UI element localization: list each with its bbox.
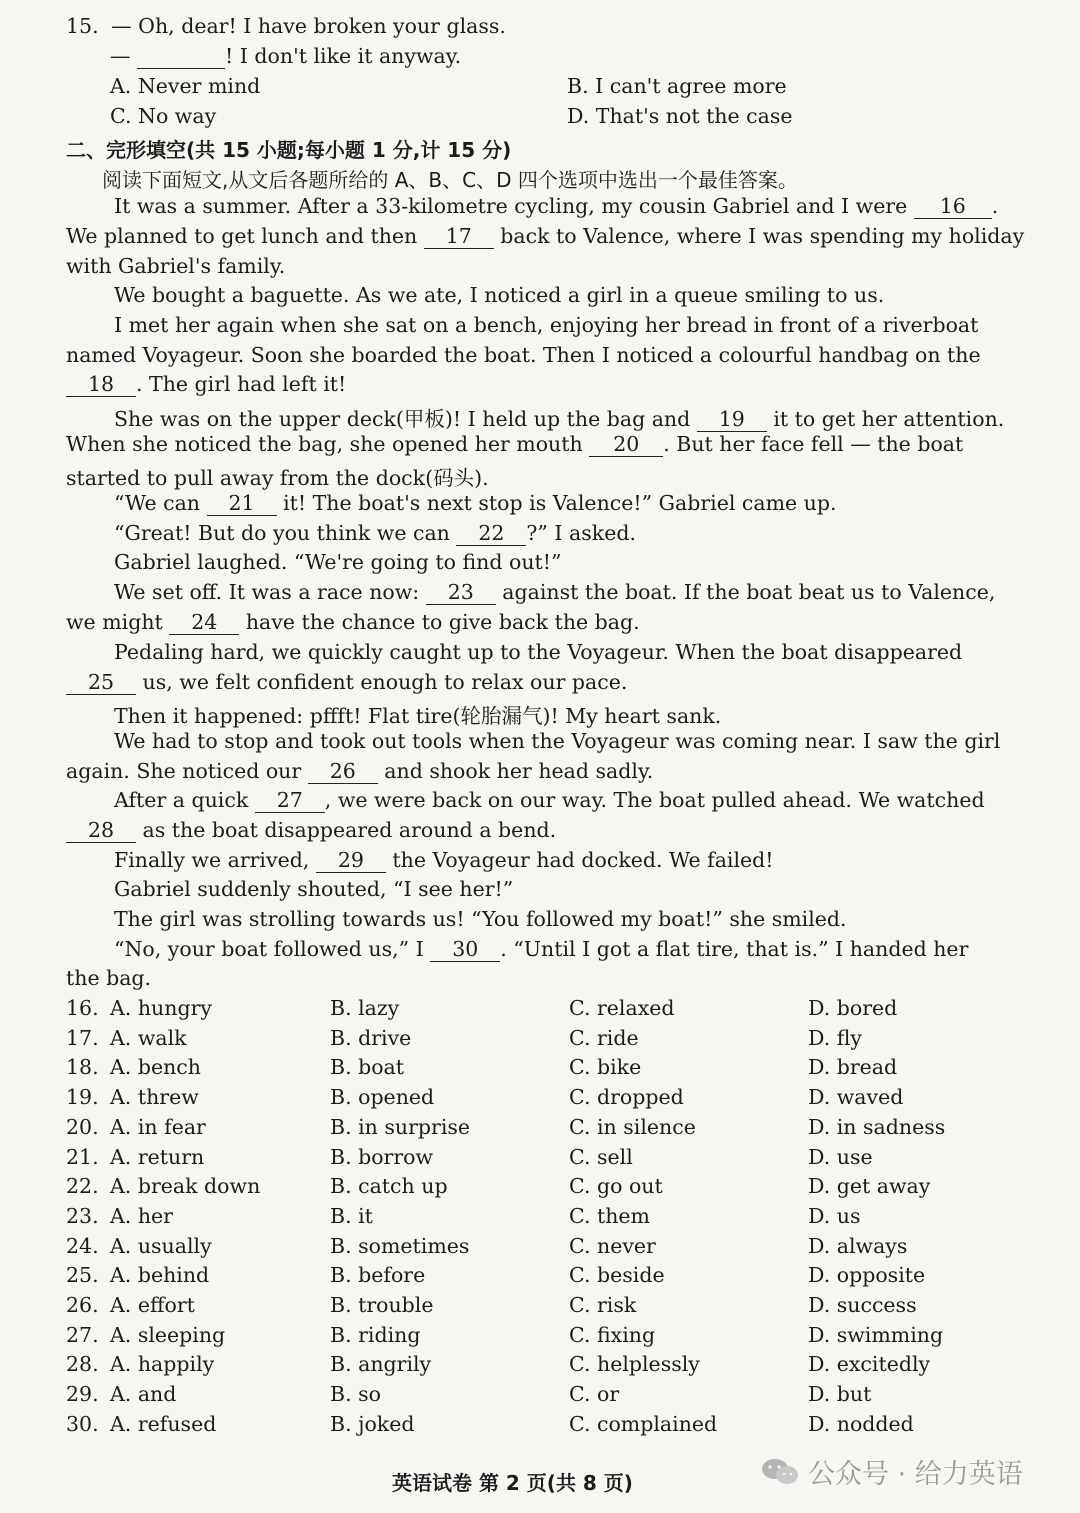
passage-text: We set off. It was a race now: (114, 580, 420, 604)
passage-text: and shook her head sadly. (384, 759, 654, 783)
q15-line1 (66, 14, 506, 38)
answer-row-number: 29. (66, 1382, 99, 1407)
passage-line: We bought a baguette. As we ate, I noticed a girl in a queue smiling to us. (114, 283, 885, 307)
answer-row-number: 26. (66, 1293, 99, 1317)
blank-22: 22 (456, 523, 526, 546)
answer-option-a: A. refused (110, 1411, 217, 1436)
q15-dash: — (110, 44, 131, 68)
answer-option-b: B. it (330, 1203, 373, 1228)
passage-text: She was on the upper deck(甲板)! I held up the bag and (114, 407, 691, 431)
page-footer: 英语试卷 第 2 页(共 8 页) (392, 1471, 633, 1495)
blank-19: 19 (697, 409, 767, 432)
passage-line: the bag. (66, 966, 152, 990)
passage-line: It was a summer. After a 33-kilometre cycling, my cousin Gabriel and I were 16 . (114, 194, 999, 218)
answer-option-d: D. bread (808, 1055, 898, 1080)
passage-text: Finally we arrived, (114, 848, 310, 872)
answer-option-d: D. bored (808, 996, 898, 1020)
answer-option-a: A. walk (110, 1025, 187, 1050)
wechat-icon (760, 1457, 800, 1487)
passage-line (114, 491, 837, 516)
answer-option-b: B. before (330, 1263, 426, 1288)
answer-option-a: A. her (110, 1203, 173, 1228)
blank-16: 16 (914, 196, 992, 219)
answer-option-c: C. sell (569, 1144, 633, 1169)
answer-row-number: 16. (66, 996, 99, 1020)
passage-text: it to get her attention. (773, 407, 1005, 431)
passage-text: We planned to get lunch and then (66, 224, 418, 248)
blank-28: 28 (66, 820, 136, 843)
option-letter: A. (110, 74, 132, 98)
answer-option-d: D. success (808, 1293, 917, 1317)
answer-option-b: B. so (330, 1382, 381, 1407)
answer-row-number: 28. (66, 1352, 99, 1377)
blank-26: 26 (308, 761, 378, 784)
passage-text: it! The boat's next stop is Valence!” Gabriel came up. (283, 491, 837, 515)
answer-option-b: B. sometimes (330, 1233, 470, 1258)
answer-option-a: A. in fear (110, 1114, 206, 1139)
answer-option-d: D. use (808, 1144, 873, 1169)
answer-option-c: C. ride (569, 1025, 639, 1050)
q15-prompt: — Oh, dear! I have broken your glass. (111, 14, 506, 38)
passage-text: us, we felt confident enough to relax our pace. (142, 670, 628, 694)
answer-option-d: D. in sadness (808, 1114, 946, 1139)
answer-row-number: 21. (66, 1144, 99, 1169)
passage-text: against the boat. If the boat beat us to Valence, (502, 580, 996, 604)
answer-option-c: C. helplessly (569, 1352, 700, 1377)
answer-option-a: A. happily (110, 1352, 215, 1377)
answer-row-number: 25. (66, 1263, 99, 1288)
answer-row-number: 19. (66, 1085, 99, 1110)
answer-option-b: B. borrow (330, 1144, 434, 1169)
passage-text: have the chance to give back the bag. (245, 610, 640, 634)
answer-option-d: D. nodded (808, 1411, 914, 1436)
passage-text: the Voyageur had docked. We failed! (392, 848, 774, 872)
option-text: That's not the case (595, 104, 793, 128)
passage-text: as the boat disappeared around a bend. (142, 818, 557, 842)
answer-row-number: 17. (66, 1025, 99, 1050)
answer-option-d: D. us (808, 1203, 861, 1228)
passage-text: again. She noticed our (66, 759, 302, 783)
answer-option-c: C. bike (569, 1055, 642, 1080)
passage-text: It was a summer. After a 33-kilometre cycling, my cousin Gabriel and I were (114, 194, 908, 218)
option-letter: D. (567, 104, 590, 128)
passage-line (114, 937, 968, 962)
answer-option-d: D. fly (808, 1025, 862, 1050)
passage-line: The girl was strolling towards us! “You followed my boat!” she smiled. (114, 907, 847, 931)
passage-line (114, 848, 774, 873)
q15-reply: ! I don't like it anyway. (225, 44, 462, 68)
passage-text: . But her face fell — the boat (663, 432, 964, 456)
passage-line (114, 521, 636, 546)
answer-option-c: C. never (569, 1233, 656, 1258)
passage-line: Pedaling hard, we quickly caught up to the Voyageur. When the boat disappeared (114, 640, 963, 664)
answer-row-number: 23. (66, 1203, 99, 1228)
passage-text: After a quick (114, 788, 249, 812)
option-text: I can't agree more (595, 74, 787, 98)
passage-text: . The girl had left it! (136, 372, 347, 396)
answer-option-d: D. waved (808, 1085, 904, 1110)
blank-23: 23 (426, 582, 496, 605)
passage-line: Gabriel laughed. “We're going to find out!” (114, 550, 562, 574)
passage-line (66, 759, 653, 784)
passage-line: I met her again when she sat on a bench, enjoying her bread in front of a riverboat (114, 313, 979, 337)
answer-row-number: 20. (66, 1114, 99, 1139)
passage-line (66, 432, 963, 457)
answer-option-c: C. them (569, 1203, 650, 1228)
answer-row-number: 22. (66, 1174, 99, 1199)
passage-text: back to Valence, where I was spending my holiday (500, 224, 1025, 248)
answer-option-c: C. go out (569, 1174, 663, 1199)
watermark-text: 公众号 · 给力英语 (808, 1459, 1023, 1490)
passage-line (114, 788, 985, 813)
passage-line: named Voyageur. Soon she boarded the boat. Then I noticed a colourful handbag on the (66, 343, 981, 367)
q15-option-a (110, 74, 260, 98)
answer-option-c: C. risk (569, 1293, 637, 1317)
passage-line (66, 372, 346, 397)
passage-text: . “Until I got a flat tire, that is.” I handed her (500, 937, 969, 961)
passage-text: “No, your boat followed us,” I (114, 937, 424, 961)
q15-line2 (110, 44, 461, 69)
answer-option-c: C. relaxed (569, 996, 675, 1020)
answer-option-a: A. and (110, 1382, 177, 1407)
answer-option-b: B. catch up (330, 1174, 448, 1199)
answer-option-b: B. trouble (330, 1293, 434, 1317)
section-heading: 二、完形填空(共 15 小题;每小题 1 分,计 15 分) (66, 138, 512, 162)
q15-option-c (110, 104, 216, 128)
option-text: No way (138, 104, 217, 128)
answer-option-b: B. lazy (330, 996, 400, 1020)
q15-option-b (567, 74, 787, 98)
answer-option-a: A. return (110, 1144, 205, 1169)
passage-line: with Gabriel's family. (66, 254, 286, 278)
section-instruction: 阅读下面短文,从文后各题所给的 A、B、C、D 四个选项中选出一个最佳答案。 (102, 168, 798, 192)
answer-option-d: D. get away (808, 1174, 931, 1199)
passage-line (66, 818, 556, 843)
answer-option-b: B. joked (330, 1411, 415, 1436)
passage-line: Gabriel suddenly shouted, “I see her!” (114, 877, 514, 901)
answer-option-b: B. angrily (330, 1352, 432, 1377)
answer-option-c: C. beside (569, 1263, 665, 1288)
blank-25: 25 (66, 672, 136, 695)
answer-option-a: A. sleeping (110, 1322, 226, 1347)
answer-row-number: 18. (66, 1055, 99, 1080)
passage-line (114, 580, 995, 605)
answer-option-a: A. behind (110, 1263, 210, 1288)
passage-text: ?” I asked. (526, 521, 636, 545)
watermark (760, 1452, 1023, 1491)
blank-29: 29 (316, 850, 386, 873)
q15-blank (137, 46, 225, 69)
passage-text: “Great! But do you think we can (114, 521, 450, 545)
answer-row-number: 27. (66, 1322, 99, 1347)
answer-option-b: B. boat (330, 1055, 405, 1080)
option-letter: C. (110, 104, 132, 128)
blank-20: 20 (589, 434, 663, 457)
answer-option-d: D. always (808, 1233, 908, 1258)
answer-row-number: 30. (66, 1411, 99, 1436)
option-text: Never mind (137, 74, 261, 98)
answer-option-a: A. effort (110, 1293, 195, 1317)
answer-option-c: C. in silence (569, 1114, 696, 1139)
answer-option-c: C. complained (569, 1411, 718, 1436)
blank-24: 24 (169, 612, 239, 635)
answer-option-a: A. usually (110, 1233, 212, 1258)
passage-text: we might (66, 610, 163, 634)
answer-option-c: C. fixing (569, 1322, 656, 1347)
answer-option-a: A. bench (110, 1055, 201, 1080)
blank-30: 30 (430, 939, 500, 962)
answer-option-b: B. riding (330, 1322, 421, 1347)
blank-21: 21 (207, 493, 277, 516)
answer-option-d: D. swimming (808, 1322, 944, 1347)
answer-option-a: A. break down (110, 1174, 261, 1199)
q15-number: 15. (66, 14, 99, 38)
answer-option-b: B. drive (330, 1025, 412, 1050)
answer-row-number: 24. (66, 1233, 99, 1258)
answer-option-d: D. opposite (808, 1263, 926, 1288)
passage-line (66, 610, 640, 635)
passage-line: Then it happened: pffft! Flat tire(轮胎漏气)! My heart sank. (114, 704, 722, 728)
blank-18: 18 (66, 374, 136, 397)
passage-text: , we were back on our way. The boat pulled ahead. We watched (324, 788, 985, 812)
passage-line (114, 402, 1004, 432)
answer-option-b: B. in surprise (330, 1114, 471, 1139)
answer-option-d: D. but (808, 1382, 872, 1407)
answer-option-a: A. threw (110, 1085, 199, 1110)
passage-text: “We can (114, 491, 201, 515)
answer-option-b: B. opened (330, 1085, 435, 1110)
passage-text: When she noticed the bag, she opened her mouth (66, 432, 583, 456)
q15-option-d (567, 104, 793, 128)
answer-option-a: A. hungry (110, 996, 212, 1020)
passage-line: started to pull away from the dock(码头). (66, 466, 489, 490)
answer-option-d: D. excitedly (808, 1352, 931, 1377)
passage-line (66, 670, 627, 695)
passage-line: We had to stop and took out tools when the Voyageur was coming near. I saw the girl (114, 729, 1001, 753)
passage-line (66, 224, 1024, 249)
blank-27: 27 (255, 790, 325, 813)
blank-17: 17 (424, 226, 494, 249)
answer-option-c: C. dropped (569, 1085, 684, 1110)
answer-option-c: C. or (569, 1382, 620, 1407)
option-letter: B. (567, 74, 589, 98)
